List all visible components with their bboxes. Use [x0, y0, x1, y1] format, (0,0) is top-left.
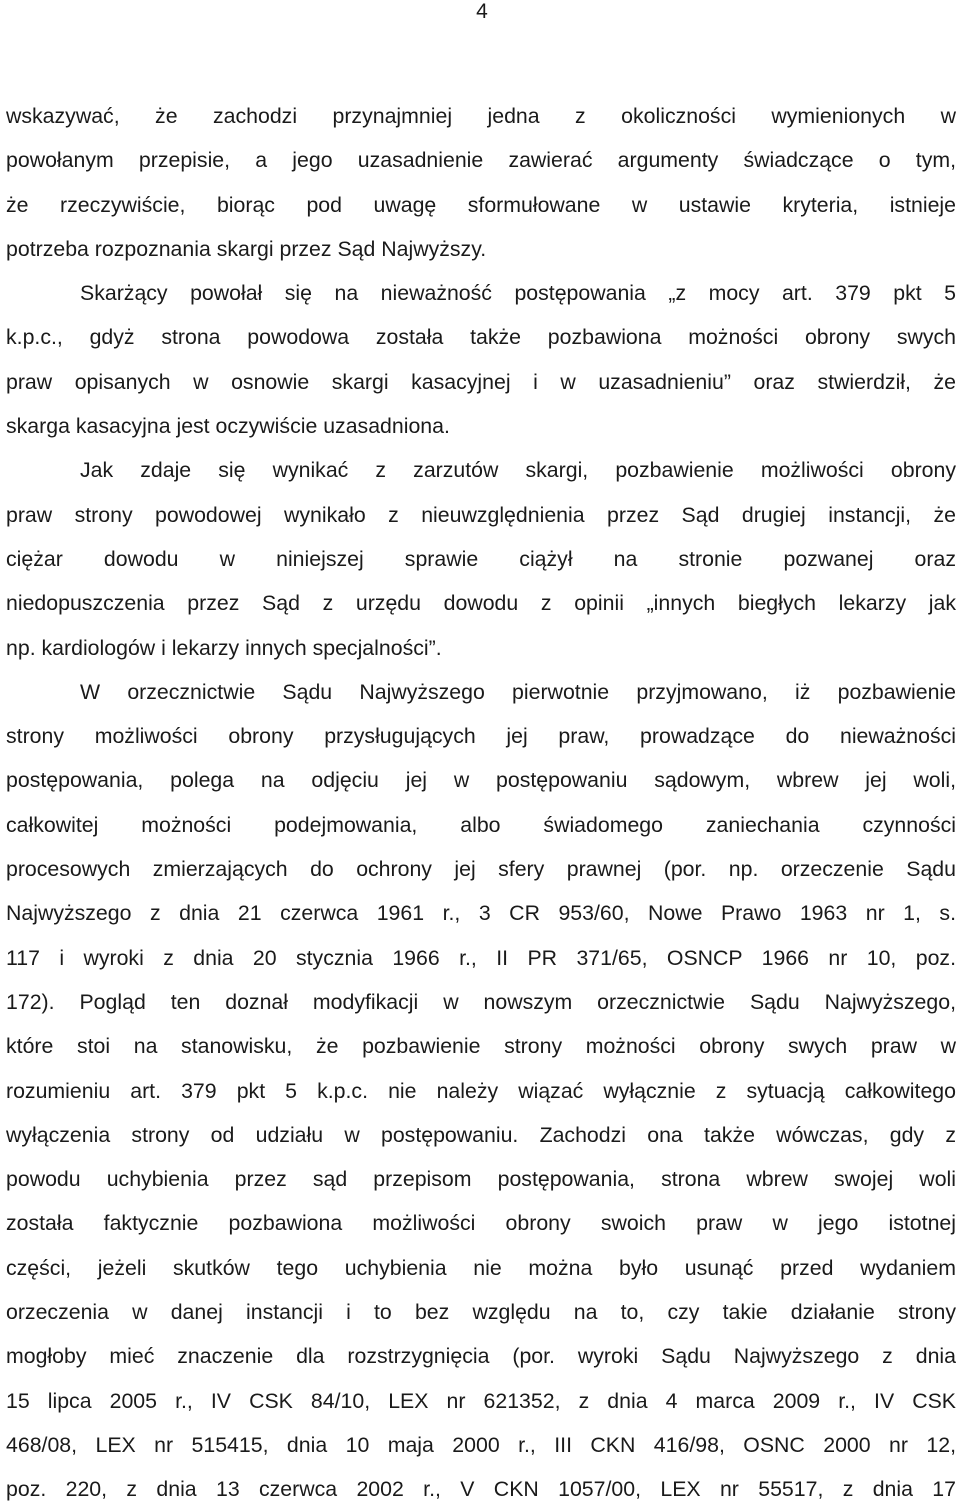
text-line: niedopuszczenia przez Sąd z urzędu dowodu z opinii „innych biegłych lekarzy jak — [6, 591, 956, 616]
text-line: ciężar dowodu w niniejszej sprawie ciążył na stronie pozwanej oraz — [6, 546, 956, 571]
text-line: że rzeczywiście, biorąc pod uwagę sformułowane w ustawie kryteria, istnieje — [6, 192, 956, 217]
text-line: wskazywać, że zachodzi przynajmniej jedna z okoliczności wymienionych w — [6, 104, 956, 128]
text-line: została faktycznie pozbawiona możliwości obrony swoich praw w jego istotnej — [6, 1211, 956, 1236]
text-line: np. kardiologów i lekarzy innych specjalności”. — [6, 635, 442, 660]
text-line: potrzeba rozpoznania skargi przez Sąd Najwyższy. — [6, 236, 487, 261]
paragraph-start-line: Jak zdaje się wynikać z zarzutów skargi, pozbawienie możliwości obrony — [80, 458, 956, 483]
text-line: Najwyższego z dnia 21 czerwca 1961 r., 3 CR 953/60, Nowe Prawo 1963 nr 1, s. — [6, 901, 956, 926]
text-line: 172). Pogląd ten doznał modyfikacji w nowszym orzecznictwie Sądu Najwyższego, — [6, 989, 956, 1014]
text-line: postępowania, polega na odjęciu jej w postępowaniu sądowym, wbrew jej woli, — [6, 768, 956, 793]
text-line: wyłączenia strony od udziału w postępowaniu. Zachodzi ona także wówczas, gdy z — [6, 1122, 956, 1147]
document-body — [6, 94, 956, 1512]
text-line: praw strony powodowej wynikało z nieuwzględnienia przez Sąd drugiej instancji, że — [6, 502, 956, 527]
text-line: praw opisanych w osnowie skargi kasacyjnej i w uzasadnieniu” oraz stwierdził, że — [6, 369, 956, 394]
paragraph-start-line: Skarżący powołał się na nieważność postępowania „z mocy art. 379 pkt 5 — [80, 281, 956, 306]
text-line: które stoi na stanowisku, że pozbawienie strony możności obrony swych praw w — [6, 1034, 956, 1059]
text-line: k.p.c., gdyż strona powodowa została także pozbawiona możności obrony swych — [6, 325, 956, 350]
text-line: części, jeżeli skutków tego uchybienia nie można było usunąć przed wydaniem — [6, 1255, 956, 1280]
text-line: poz. 220, z dnia 13 czerwca 2002 r., V CKN 1057/00, LEX nr 55517, z dnia 17 — [6, 1477, 956, 1502]
text-line: 117 i wyroki z dnia 20 stycznia 1966 r., II PR 371/65, OSNCP 1966 nr 10, poz. — [6, 945, 956, 970]
paragraph-start-line: W orzecznictwie Sądu Najwyższego pierwotnie przyjmowano, iż pozbawienie — [80, 679, 956, 704]
text-line: orzeczenia w danej instancji i to bez względu na to, czy takie działanie strony — [6, 1300, 956, 1325]
text-line: 468/08, LEX nr 515415, dnia 10 maja 2000 r., III CKN 416/98, OSNC 2000 nr 12, — [6, 1432, 956, 1457]
text-line: powołanym przepisie, a jego uzasadnienie zawierać argumenty świadczące o tym, — [6, 148, 956, 173]
text-line: 15 lipca 2005 r., IV CSK 84/10, LEX nr 621352, z dnia 4 marca 2009 r., IV CSK — [6, 1388, 956, 1413]
text-line: całkowitej możności podejmowania, albo świadomego zaniechania czynności — [6, 812, 956, 837]
text-line: powodu uchybienia przez sąd przepisom postępowania, strona wbrew swojej woli — [6, 1167, 956, 1192]
text-line: strony możliwości obrony przysługujących jej praw, prowadzące do nieważności — [6, 724, 956, 749]
text-line: mogłoby mieć znaczenie dla rozstrzygnięcia (por. wyroki Sądu Najwyższego z dnia — [6, 1344, 956, 1369]
text-line: rozumieniu art. 379 pkt 5 k.p.c. nie należy wiązać wyłącznie z sytuacją całkowitego — [6, 1078, 956, 1103]
text-line: procesowych zmierzających do ochrony jej sfery prawnej (por. np. orzeczenie Sądu — [6, 857, 956, 882]
text-line: skarga kasacyjna jest oczywiście uzasadniona. — [6, 414, 450, 439]
page-number: 4 — [476, 0, 488, 23]
